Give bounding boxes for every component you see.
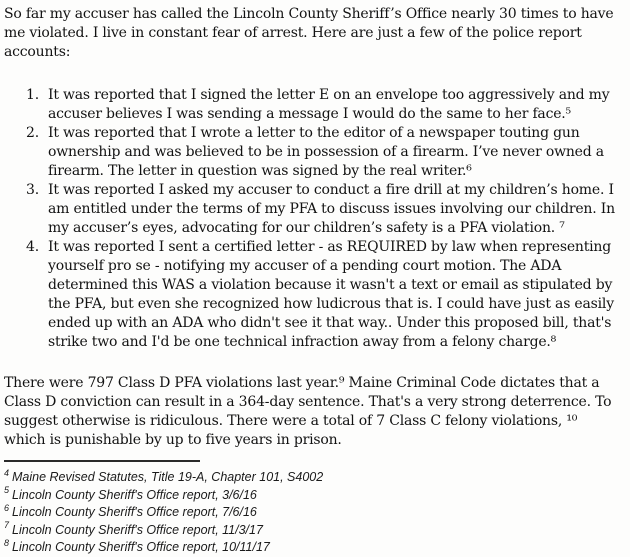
footnote-marker: 5 [4,485,10,496]
police-report-list [24,86,622,352]
closing-paragraph: There were 797 Class D PFA violations last year.⁹ Maine Criminal Code dictates that a Class D conviction can result in a 364-day sentence. That's a very strong deterrence. To suggest otherwise is ridiculous. There were a total of 7 Class C felony violations, ¹⁰ which is punishable by up to five years in prison. [4,375,612,448]
footnote-marker: 7 [4,520,10,531]
footnote [4,487,622,505]
list-item-text: It was reported I asked my accuser to conduct a fire drill at my children’s home. I am entitled under the terms of my PFA to discuss issues involving our children. In my accuser’s eyes, advocating for our children’s safety is a PFA violation. ⁷ [48,182,615,236]
list-item-text: It was reported that I signed the letter E on an envelope too aggressively and my accuser believes I was sending a message I would do the same to her face.⁵ [48,87,610,122]
footnote-text: Maine Revised Statutes, Title 19-A, Chapter 101, S4002 [12,470,324,484]
footnote [4,539,622,557]
footnote [4,504,622,522]
footnote-text: Lincoln County Sheriff's Office report, 7/6/16 [12,505,257,519]
footnote-separator [4,460,200,462]
list-item-text: It was reported I sent a certified letter - as REQUIRED by law when representing yourself pro se - notifying my accuser of a pending court motion. The ADA determined this WAS a violation because it wasn't a text or email as stipulated by the PFA, but even she recognized how ludicrous that is. I could have just as easily ended up with an ADA who didn't see it that way.. Under this proposed bill, that's strike two and I'd be one technical infraction away from a felony charge.⁸ [48,239,614,350]
list-item [24,124,622,181]
footnote-marker: 4 [4,467,10,478]
list-item-number: 3. [26,182,39,198]
list-item-text: It was reported that I wrote a letter to the editor of a newspaper touting gun ownership and was believed to be in possession of a firearm. I’ve never owned a firearm. The letter in question was signed by the real writer.⁶ [48,125,604,179]
list-item [24,181,622,238]
list-item [24,238,622,352]
footnote-text: Lincoln County Sheriff's Office report, 3/6/16 [12,487,257,502]
footnote [4,469,622,487]
list-item [24,86,622,124]
footnote-text: Lincoln County Sheriff's Office report, 10/11/17 [12,540,270,554]
list-item-number: 2. [26,125,39,141]
footnote-text: Lincoln County Sheriff's Office report, 11/3/17 [12,522,263,537]
footnote [4,522,622,540]
footnote-marker: 6 [4,502,10,513]
list-item-number: 1. [26,87,39,103]
footnotes-section [4,469,622,557]
intro-paragraph: So far my accuser has called the Lincoln County Sheriff’s Office nearly 30 times to have me violated. I live in constant fear of arrest. Here are just a few of the police report accounts: [4,6,614,60]
list-item-number: 4. [26,239,39,255]
footnote-marker: 8 [4,537,10,548]
